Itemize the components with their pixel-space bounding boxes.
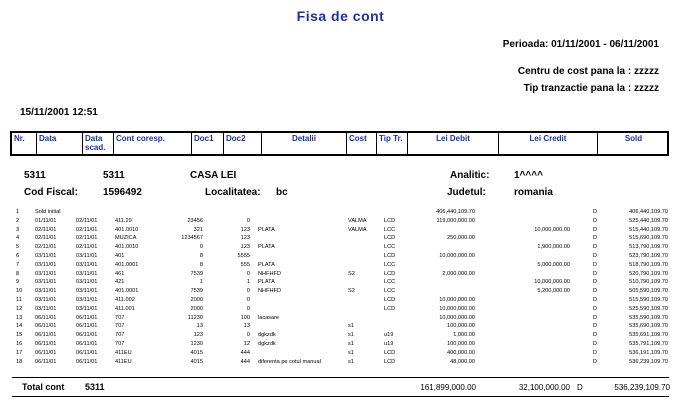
cell-doc1: 23456 bbox=[187, 217, 203, 224]
cell-cred: 5,000,000.00 bbox=[537, 261, 570, 268]
col-data-scad: Data scad. bbox=[83, 133, 114, 154]
cell-dc: D bbox=[593, 288, 598, 295]
cell-scad: 06/11/01 bbox=[76, 314, 98, 321]
cell-sold: 525,440,109.70 bbox=[629, 217, 668, 224]
cell-sold: 535,690,109.70 bbox=[629, 323, 668, 330]
cell-cont: MUZICA bbox=[115, 235, 137, 242]
cell-scad: 06/11/01 bbox=[76, 323, 98, 330]
cell-cost: S2 bbox=[348, 288, 355, 295]
cell-nr: 16 bbox=[16, 341, 23, 347]
cell-sold: 505,590,109.70 bbox=[629, 288, 668, 295]
cell-sold: 406,440,109.70 bbox=[629, 209, 668, 215]
cell-data: 06/11/01 bbox=[35, 341, 57, 347]
cell-dc: D bbox=[593, 305, 598, 312]
cell-tip: LCC bbox=[384, 244, 396, 251]
cell-det: diferenta pe cotul manual bbox=[258, 358, 321, 365]
cell-scad: 02/11/01 bbox=[76, 244, 98, 251]
cell-data: 06/11/01 bbox=[35, 332, 57, 339]
cell-det: dgkzdk bbox=[258, 332, 276, 339]
total-bottom-divider bbox=[12, 396, 669, 397]
total-account: 5311 bbox=[85, 382, 105, 392]
cell-doc2: 12 bbox=[243, 341, 250, 347]
cell-scad: 03/11/01 bbox=[76, 288, 98, 295]
cell-scad: 06/11/01 bbox=[76, 341, 98, 347]
cell-nr: 8 bbox=[16, 270, 20, 277]
cell-nr: 6 bbox=[16, 253, 20, 259]
total-debit: 161,899,000.00 bbox=[420, 383, 476, 392]
col-cost: Cost bbox=[347, 133, 377, 154]
cell-sold: 513,790,109.70 bbox=[629, 244, 668, 251]
table-row bbox=[0, 332, 681, 339]
cell-doc1: 1230 bbox=[190, 341, 203, 347]
table-row bbox=[0, 297, 681, 304]
cell-det: PLATA bbox=[258, 244, 275, 251]
cell-dc: D bbox=[593, 209, 598, 215]
cell-data: 03/11/01 bbox=[35, 305, 57, 312]
cell-data: Sold initial bbox=[35, 209, 61, 215]
cell-cont: 411EU bbox=[115, 349, 132, 356]
col-tip-tr: Tip Tr. bbox=[377, 133, 408, 154]
analitic-label: Analitic: bbox=[450, 170, 490, 181]
cell-scad: 02/11/01 bbox=[76, 217, 98, 224]
cell-nr: 1 bbox=[16, 209, 20, 215]
cell-doc1: 0 bbox=[199, 244, 203, 251]
cell-sold: 515,690,109.70 bbox=[629, 235, 668, 242]
cell-cost: s1 bbox=[348, 358, 354, 365]
cell-cont: 707 bbox=[115, 323, 125, 330]
cell-sold: 536,239,109.70 bbox=[629, 358, 668, 365]
cell-doc1: 11230 bbox=[187, 314, 203, 321]
cell-deb: 10,000,000.00 bbox=[439, 253, 475, 259]
cell-data: 02/11/01 bbox=[35, 244, 57, 251]
cell-nr: 2 bbox=[16, 217, 20, 224]
cell-deb: 119,000,000.00 bbox=[436, 217, 475, 224]
cell-scad: 03/11/01 bbox=[76, 253, 98, 259]
cell-cost: VALMA bbox=[348, 217, 367, 224]
report-title: Fisa de cont bbox=[296, 8, 385, 24]
cell-nr: 11 bbox=[16, 297, 22, 303]
cell-tip: LCC bbox=[384, 261, 396, 268]
cell-scad: 06/11/01 bbox=[76, 358, 98, 365]
localitatea-label: Localitatea: bbox=[205, 187, 261, 198]
table-row bbox=[0, 306, 681, 313]
cell-scad: 02/11/01 bbox=[76, 226, 98, 233]
cell-data: 03/11/01 bbox=[35, 288, 57, 295]
table-row bbox=[0, 262, 681, 269]
cell-doc2: 0 bbox=[246, 297, 250, 303]
cell-sold: 510,790,109.70 bbox=[629, 279, 668, 286]
account-code: 5311 bbox=[24, 170, 46, 181]
cell-det: NHFHFD bbox=[258, 288, 281, 295]
cell-det: lacasare bbox=[258, 314, 280, 321]
cell-dc: D bbox=[593, 297, 598, 303]
cell-dc: D bbox=[593, 332, 598, 339]
cell-nr: 12 bbox=[16, 305, 23, 312]
judetul-value: romania bbox=[514, 187, 553, 198]
cell-dc: D bbox=[593, 226, 598, 233]
total-label: Total cont bbox=[22, 382, 65, 392]
cell-sold: 535,791,109.70 bbox=[629, 341, 668, 347]
table-row bbox=[0, 244, 681, 251]
cell-deb: 10,000,000.00 bbox=[439, 305, 475, 312]
cell-doc2: 100 bbox=[240, 314, 250, 321]
cell-deb: 250,000.00 bbox=[447, 235, 475, 242]
cell-sold: 518,790,109.70 bbox=[629, 261, 668, 268]
cell-dc: D bbox=[593, 323, 598, 330]
col-data: Data bbox=[37, 133, 83, 154]
cell-doc1: 2000 bbox=[190, 297, 203, 303]
cell-dc: D bbox=[593, 253, 598, 259]
cell-det: PLATA bbox=[258, 261, 275, 268]
cell-doc2: 0 bbox=[246, 305, 250, 312]
cell-sold: 535,691,109.70 bbox=[629, 332, 668, 339]
cell-deb: 48,000.00 bbox=[450, 358, 475, 365]
table-row bbox=[0, 209, 681, 216]
cell-cont: 401.0001 bbox=[115, 288, 139, 295]
cell-dc: D bbox=[593, 261, 598, 268]
total-divider bbox=[12, 377, 669, 378]
cell-scad: 06/11/01 bbox=[76, 349, 98, 356]
cell-doc1: 4015 bbox=[190, 349, 203, 356]
cell-doc2: 444 bbox=[240, 358, 250, 365]
cell-cred: 10,000,000.00 bbox=[534, 226, 570, 233]
cell-nr: 7 bbox=[16, 261, 20, 268]
cell-scad: 06/11/01 bbox=[76, 332, 98, 339]
cell-cont: 707 bbox=[115, 332, 125, 339]
account-code-2: 5311 bbox=[103, 170, 125, 181]
localitatea-value: bc bbox=[276, 187, 288, 198]
table-row bbox=[0, 350, 681, 357]
cell-sold: 515,440,109.70 bbox=[629, 226, 668, 233]
table-row bbox=[0, 341, 681, 348]
cell-cred: 10,000,000.00 bbox=[534, 279, 570, 286]
cell-sold: 525,590,109.70 bbox=[629, 305, 668, 312]
cell-deb: 10,000,000.00 bbox=[439, 314, 475, 321]
table-row bbox=[0, 315, 681, 322]
cell-doc2: 0 bbox=[246, 217, 250, 224]
cell-data: 03/11/01 bbox=[35, 261, 57, 268]
cell-data: 06/11/01 bbox=[35, 323, 57, 330]
cell-tip: LCD bbox=[384, 217, 396, 224]
analitic-value: 1^^^^ bbox=[514, 170, 543, 181]
total-sold: 536,239,109.70 bbox=[614, 383, 670, 392]
cell-det: PLATA bbox=[258, 226, 275, 233]
cell-dc: D bbox=[593, 358, 598, 365]
cell-doc1: 123 bbox=[193, 332, 203, 339]
cell-tip: LCD bbox=[384, 305, 396, 312]
cell-data: 01/11/01 bbox=[35, 217, 57, 224]
cell-cont: 411.29 bbox=[115, 217, 132, 224]
cell-cont: 401 bbox=[115, 253, 125, 259]
cell-cont: 421 bbox=[115, 279, 125, 286]
cell-doc1: 1234567 bbox=[181, 235, 203, 242]
cell-dc: D bbox=[593, 349, 598, 356]
cell-doc2: 0 bbox=[246, 288, 250, 295]
cell-doc1: 13 bbox=[196, 323, 203, 330]
cell-tip: LCD bbox=[384, 358, 396, 365]
table-row bbox=[0, 253, 681, 260]
cell-dc: D bbox=[593, 279, 598, 286]
table-row bbox=[0, 288, 681, 295]
cell-data: 06/11/01 bbox=[35, 349, 57, 356]
cell-scad: 03/11/01 bbox=[76, 270, 98, 277]
col-lei-debit: Lei Debit bbox=[408, 133, 499, 154]
cell-nr: 4 bbox=[16, 235, 20, 242]
table-row bbox=[0, 235, 681, 242]
cell-doc2: 123 bbox=[240, 226, 250, 233]
cell-nr: 15 bbox=[16, 332, 23, 339]
cell-doc1: 1 bbox=[199, 279, 203, 286]
cell-cont: 411.002 bbox=[115, 297, 135, 303]
cell-cont: 707 bbox=[115, 341, 125, 347]
cell-dc: D bbox=[593, 314, 598, 321]
total-dc: D bbox=[577, 383, 583, 392]
col-detalii: Detalii bbox=[262, 133, 347, 154]
cell-sold: 515,590,109.70 bbox=[629, 297, 668, 303]
cell-data: 03/11/01 bbox=[35, 270, 57, 277]
cell-deb: 100,000.00 bbox=[447, 341, 475, 347]
cell-doc1: 321 bbox=[193, 226, 203, 233]
col-cont-coresp: Cont coresp. bbox=[114, 133, 192, 154]
cell-sold: 536,191,109.70 bbox=[629, 349, 668, 356]
cell-cont: 401.0010 bbox=[115, 244, 139, 251]
cell-data: 06/11/01 bbox=[35, 314, 57, 321]
cell-tip: u19 bbox=[384, 341, 394, 347]
tip-tranzactie-label: Tip tranzactie pana la : zzzzz bbox=[523, 83, 659, 94]
cell-cont: 411.001 bbox=[115, 305, 135, 312]
cell-cont: 401.0001 bbox=[115, 261, 139, 268]
cell-cred: 1,900,000.00 bbox=[537, 244, 570, 251]
cell-sold: 535,590,109.70 bbox=[629, 314, 668, 321]
cell-tip: LCC bbox=[384, 279, 396, 286]
cell-doc2: 0 bbox=[246, 270, 250, 277]
cell-nr: 17 bbox=[16, 349, 23, 356]
cell-data: 03/11/01 bbox=[35, 279, 57, 286]
cell-data: 06/11/01 bbox=[35, 358, 57, 365]
table-header bbox=[10, 131, 669, 156]
col-doc2: Doc2 bbox=[224, 133, 262, 154]
cell-tip: LCD bbox=[384, 297, 396, 303]
cell-doc1: 8 bbox=[199, 253, 203, 259]
cell-dc: D bbox=[593, 270, 598, 277]
cell-dc: D bbox=[593, 341, 598, 347]
centru-cost-label: Centru de cost pana la : zzzzz bbox=[517, 66, 659, 77]
cell-scad: 03/11/01 bbox=[76, 305, 98, 312]
cell-cost: S2 bbox=[348, 270, 355, 277]
cell-doc2: 1 bbox=[246, 279, 250, 286]
cell-deb: 10,000,000.00 bbox=[439, 297, 475, 303]
cell-cont: 461 bbox=[115, 270, 125, 277]
col-doc1: Doc1 bbox=[192, 133, 224, 154]
cell-data: 02/11/01 bbox=[35, 235, 57, 242]
cell-dc: D bbox=[593, 244, 598, 251]
cell-deb: 2,000,000.00 bbox=[442, 270, 475, 277]
cell-cost: VALMA bbox=[348, 226, 367, 233]
cell-doc2: 555 bbox=[240, 261, 250, 268]
table-row bbox=[0, 279, 681, 286]
cell-cont: 401.0010 bbox=[115, 226, 139, 233]
cell-doc1: 8 bbox=[199, 261, 203, 268]
cell-doc1: 7539 bbox=[190, 288, 203, 295]
col-nr: Nr. bbox=[12, 133, 37, 154]
cell-doc1: 4015 bbox=[190, 358, 203, 365]
cell-nr: 13 bbox=[16, 314, 23, 321]
cell-cost: s1 bbox=[348, 349, 354, 356]
cell-dc: D bbox=[593, 217, 598, 224]
cell-deb: 1,000.00 bbox=[453, 332, 475, 339]
table-row bbox=[0, 271, 681, 278]
cell-data: 03/11/01 bbox=[35, 253, 57, 259]
cell-cost: s1 bbox=[348, 332, 354, 339]
total-credit: 32,100,000.00 bbox=[518, 383, 570, 392]
cell-scad: 02/11/01 bbox=[76, 235, 98, 242]
cell-data: 03/11/01 bbox=[35, 297, 57, 303]
cell-det: dgkzdk bbox=[258, 341, 276, 347]
col-lei-credit: Lei Credit bbox=[499, 133, 598, 154]
table-row bbox=[0, 218, 681, 225]
cell-tip: LCD bbox=[384, 235, 396, 242]
cell-deb: 406,440,109.70 bbox=[436, 209, 475, 215]
cell-doc2: 0 bbox=[246, 332, 250, 339]
cell-scad: 03/11/01 bbox=[76, 279, 98, 286]
cell-doc2: 444 bbox=[240, 349, 250, 356]
cell-scad: 03/11/01 bbox=[76, 297, 98, 303]
cod-fiscal-value: 1596492 bbox=[103, 187, 142, 198]
cell-scad: 03/11/01 bbox=[76, 261, 98, 268]
cell-sold: 523,790,109.70 bbox=[629, 253, 668, 259]
judetul-label: Judetul: bbox=[447, 187, 486, 198]
table-row bbox=[0, 227, 681, 234]
cell-doc2: 13 bbox=[243, 323, 250, 330]
cell-det: NHFHFD bbox=[258, 270, 281, 277]
cell-nr: 18 bbox=[16, 358, 23, 365]
cell-deb: 100,000.00 bbox=[447, 323, 475, 330]
cell-nr: 14 bbox=[16, 323, 23, 330]
cell-cont: 707 bbox=[115, 314, 125, 321]
cell-doc1: 2000 bbox=[190, 305, 203, 312]
cod-fiscal-label: Cod Fiscal: bbox=[24, 187, 78, 198]
cell-doc2: 123 bbox=[240, 244, 250, 251]
cell-det: PLATA bbox=[258, 279, 275, 286]
cell-doc2: 123 bbox=[240, 235, 250, 242]
cell-nr: 9 bbox=[16, 279, 20, 286]
cell-sold: 520,790,109.70 bbox=[629, 270, 668, 277]
cell-data: 02/11/01 bbox=[35, 226, 57, 233]
table-row bbox=[0, 323, 681, 330]
cell-nr: 5 bbox=[16, 244, 20, 251]
cell-cont: 411EU bbox=[115, 358, 132, 365]
cell-tip: LCC bbox=[384, 288, 396, 295]
cell-dc: D bbox=[593, 235, 598, 242]
cell-tip: LCD bbox=[384, 253, 396, 259]
cell-cost: s1 bbox=[348, 323, 354, 330]
cell-tip: LCC bbox=[384, 226, 396, 233]
perioada-label: Perioada: 01/11/2001 - 06/11/2001 bbox=[502, 39, 659, 50]
cell-nr: 3 bbox=[16, 226, 20, 233]
cell-doc2: 5555 bbox=[237, 253, 250, 259]
table-row bbox=[0, 359, 681, 366]
print-date: 15/11/2001 12:51 bbox=[20, 107, 98, 118]
cell-cred: 5,200,000.00 bbox=[537, 288, 570, 295]
cell-doc1: 7539 bbox=[190, 270, 203, 277]
cell-cost: s1 bbox=[348, 341, 354, 347]
cell-tip: LCD bbox=[384, 270, 396, 277]
col-sold: Sold bbox=[624, 134, 643, 143]
account-name: CASA LEI bbox=[190, 170, 237, 181]
cell-deb: 400,000.00 bbox=[447, 349, 475, 356]
cell-tip: LCD bbox=[384, 349, 396, 356]
cell-tip: u19 bbox=[384, 332, 394, 339]
cell-nr: 10 bbox=[16, 288, 23, 295]
